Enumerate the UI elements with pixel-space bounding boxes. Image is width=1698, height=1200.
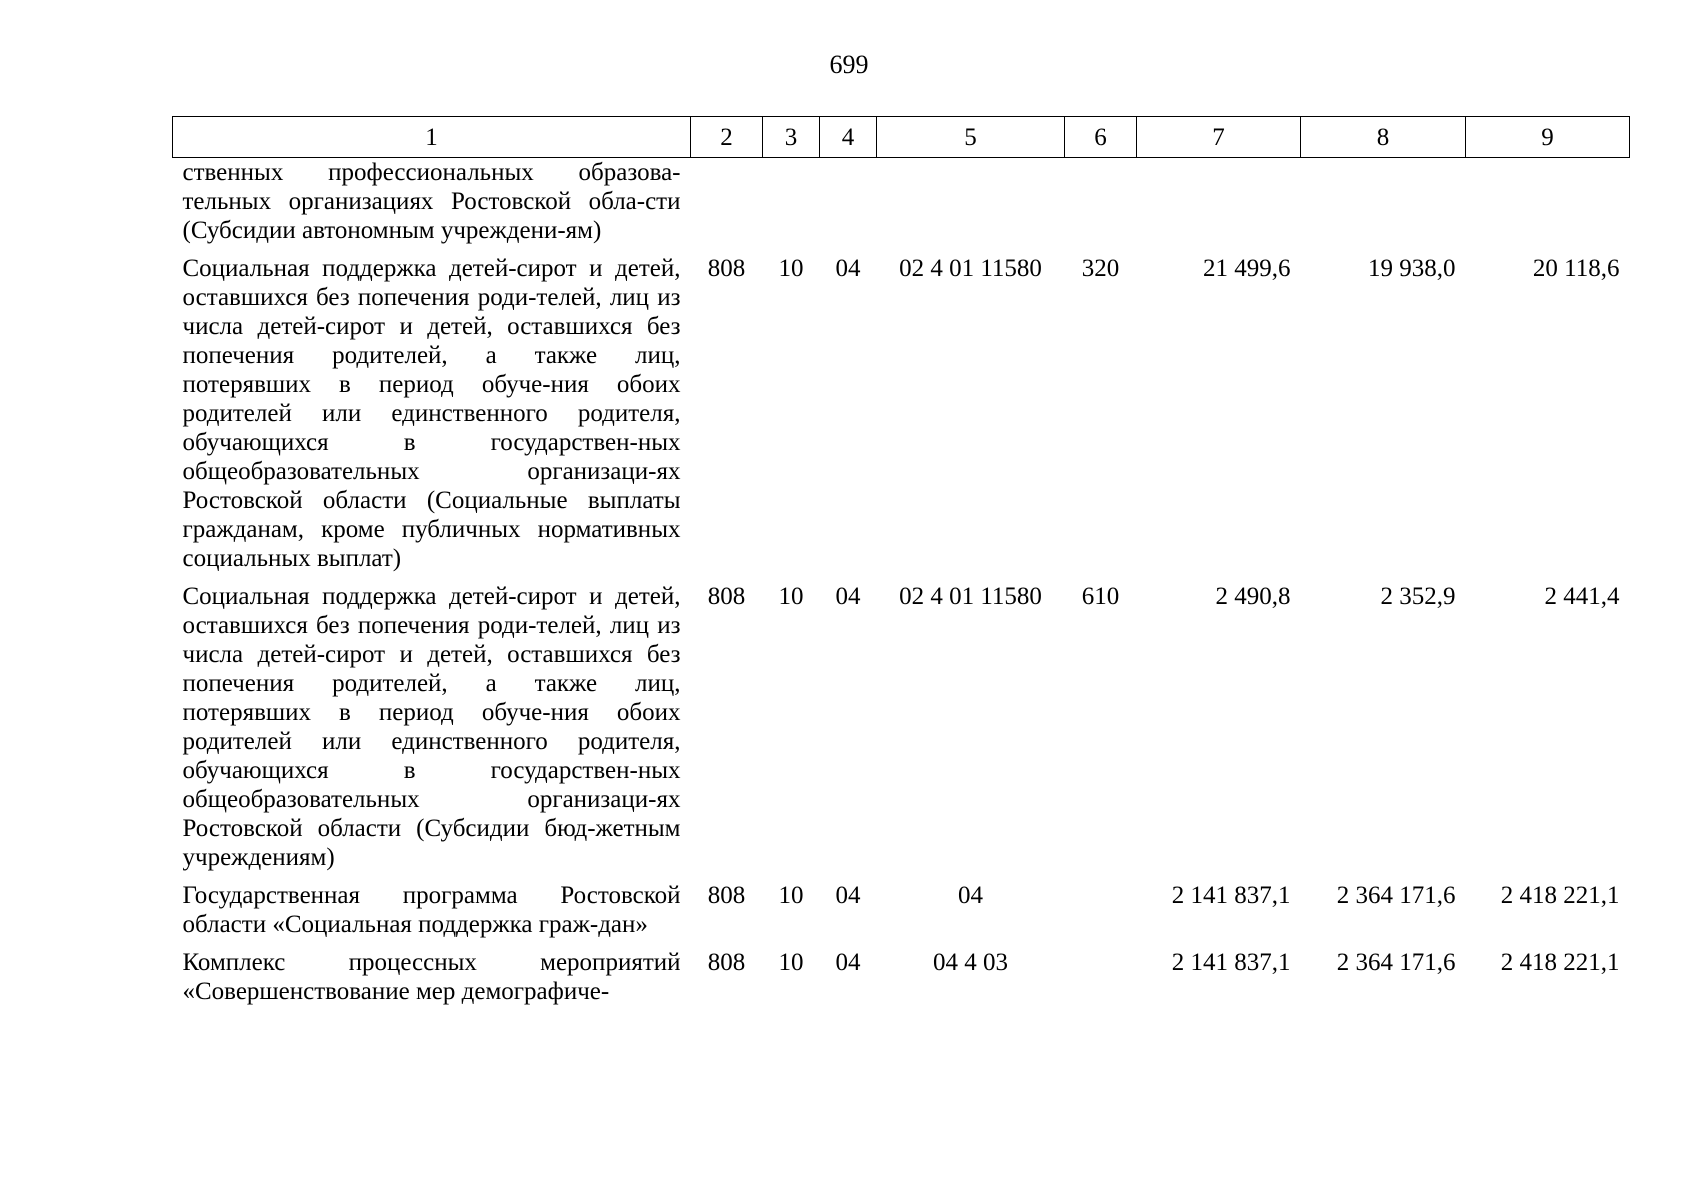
row-section-code: 10 xyxy=(778,255,804,282)
row-expense-type xyxy=(1065,158,1137,255)
header-col-7: 7 xyxy=(1137,117,1301,158)
row-amount-col7: 2 141 837,1 xyxy=(1171,882,1291,909)
row-ministry-code xyxy=(691,158,763,255)
row-target-code xyxy=(877,158,1065,255)
row-amount-col8: 19 938,0 xyxy=(1368,255,1456,282)
row-expense-type xyxy=(1065,881,1137,948)
row-name: ственных профессиональных образова-тельных организациях Ростовской обла-сти (Субсидии автономным учреждени-ям) xyxy=(182,159,681,244)
row-amount-col8: 2 364 171,6 xyxy=(1336,949,1456,976)
table-row xyxy=(173,158,1630,255)
row-subsection-code: 04 xyxy=(835,255,861,282)
table-row xyxy=(173,948,1630,1015)
row-amount-col8 xyxy=(1301,158,1466,255)
row-section-code: 10 xyxy=(778,949,804,976)
row-target-code: 04 4 03 xyxy=(933,949,1008,976)
row-amount-col7 xyxy=(1137,158,1301,255)
row-ministry-code: 808 xyxy=(707,583,746,610)
row-ministry-code: 808 xyxy=(707,949,746,976)
row-section-code xyxy=(763,158,820,255)
row-ministry-code: 808 xyxy=(707,255,746,282)
row-target-code: 04 xyxy=(958,882,983,909)
row-amount-col9: 2 418 221,1 xyxy=(1500,949,1620,976)
header-col-9: 9 xyxy=(1466,117,1630,158)
row-subsection-code xyxy=(820,158,877,255)
row-name: Комплекс процессных мероприятий «Совершенствование мер демографиче- xyxy=(182,949,681,1005)
row-amount-col7: 2 490,8 xyxy=(1215,583,1291,610)
row-expense-type: 320 xyxy=(1081,255,1120,282)
table-row xyxy=(173,582,1630,881)
budget-table xyxy=(172,116,1630,1015)
row-amount-col9 xyxy=(1466,158,1630,255)
table-body xyxy=(173,158,1630,1016)
header-col-3: 3 xyxy=(763,117,820,158)
table-header xyxy=(173,117,1630,158)
row-amount-col9: 2 441,4 xyxy=(1544,583,1620,610)
row-amount-col7: 2 141 837,1 xyxy=(1171,949,1291,976)
row-name: Социальная поддержка детей-сирот и детей, оставшихся без попечения роди-телей, лиц из числа детей-сирот и детей, оставшихся без попечения родителей, а также лиц, потерявших в период обуче-ния обоих родителей или единственного родителя, обучающихся в государствен-ных общеобразовательных организаци-ях Ростовской области (Социальные выплаты гражданам, кроме публичных нормативных социальных выплат) xyxy=(182,255,681,572)
header-col-6: 6 xyxy=(1065,117,1137,158)
table-row xyxy=(173,881,1630,948)
header-col-8: 8 xyxy=(1301,117,1466,158)
row-amount-col8: 2 364 171,6 xyxy=(1336,882,1456,909)
header-col-4: 4 xyxy=(820,117,877,158)
row-subsection-code: 04 xyxy=(835,882,861,909)
row-target-code: 02 4 01 11580 xyxy=(899,583,1042,610)
row-section-code: 10 xyxy=(778,583,804,610)
row-amount-col9: 20 118,6 xyxy=(1532,255,1620,282)
page-number: 699 xyxy=(829,50,869,79)
table-row xyxy=(173,254,1630,582)
header-row xyxy=(173,117,1630,158)
row-name: Социальная поддержка детей-сирот и детей, оставшихся без попечения роди-телей, лиц из числа детей-сирот и детей, оставшихся без попечения родителей, а также лиц, потерявших в период обуче-ния обоих родителей или единственного родителя, обучающихся в государствен-ных общеобразовательных организаци-ях Ростовской области (Субсидии бюд-жетным учреждениям) xyxy=(182,583,681,871)
header-col-1: 1 xyxy=(173,117,691,158)
row-subsection-code: 04 xyxy=(835,583,861,610)
row-amount-col7: 21 499,6 xyxy=(1203,255,1291,282)
row-name: Государственная программа Ростовской области «Социальная поддержка граж-дан» xyxy=(182,882,681,938)
row-section-code: 10 xyxy=(778,882,804,909)
row-target-code: 02 4 01 11580 xyxy=(899,255,1042,282)
row-amount-col9: 2 418 221,1 xyxy=(1500,882,1620,909)
row-ministry-code: 808 xyxy=(707,882,746,909)
row-subsection-code: 04 xyxy=(835,949,861,976)
header-col-5: 5 xyxy=(877,117,1065,158)
row-expense-type: 610 xyxy=(1081,583,1120,610)
row-amount-col8: 2 352,9 xyxy=(1380,583,1456,610)
header-col-2: 2 xyxy=(691,117,763,158)
row-expense-type xyxy=(1065,948,1137,1015)
